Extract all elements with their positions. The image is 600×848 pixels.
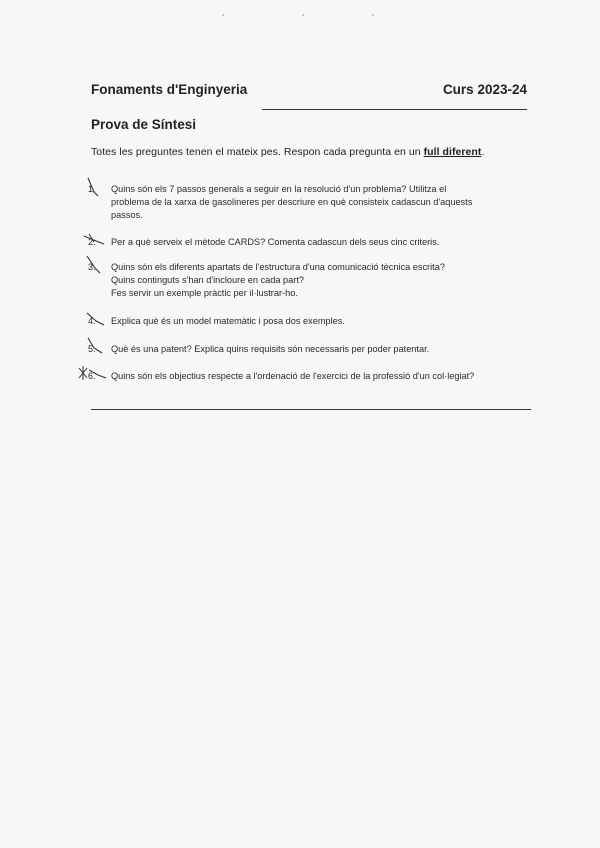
handwritten-checkmark-icon xyxy=(84,310,108,328)
question-line: Quins són els 7 passos generals a seguir en la resolució d'un problema? Utilitza el xyxy=(111,184,447,194)
scan-speck xyxy=(372,14,374,16)
handwritten-asterisk-mark-icon xyxy=(76,364,110,384)
header-divider xyxy=(262,109,527,110)
question-line: Què és una patent? Explica quins requisits són necessaris per poder patentar. xyxy=(111,344,430,354)
instructions xyxy=(91,146,484,158)
handwritten-checkmark-icon xyxy=(82,232,108,246)
scan-speck xyxy=(222,14,224,16)
instructions-emphasis: full diferent xyxy=(423,146,482,158)
question-number: 4. xyxy=(88,316,96,326)
course-name: Fonaments d'Enginyeria xyxy=(91,82,248,97)
question-line: Fes servir un exemple pràctic per il·lustrar-ho. xyxy=(111,288,298,298)
question-line: Per a què serveix el mètode CARDS? Comenta cadascun dels seus cinc criteris. xyxy=(111,237,440,247)
question-line: Explica què és un model matemàtic i posa dos exemples. xyxy=(111,316,345,326)
course-year: Curs 2023-24 xyxy=(442,82,527,97)
handwritten-checkmark-icon xyxy=(84,254,108,276)
question-text xyxy=(111,343,521,356)
question-number: 6. xyxy=(88,371,96,381)
question-text xyxy=(111,315,521,328)
question-text xyxy=(111,183,521,222)
question-line: passos. xyxy=(111,210,143,220)
question-text xyxy=(111,370,521,383)
scan-speck xyxy=(302,14,304,16)
question-number: 3. xyxy=(88,262,96,272)
bottom-divider xyxy=(91,409,531,410)
question-number: 5. xyxy=(88,344,96,354)
instructions-text: Totes les preguntes tenen el mateix pes. Respon cada pregunta en un xyxy=(91,146,424,158)
question-line: Quins són els objectius respecte a l'ordenació de l'exercici de la professió d'un col·legiat? xyxy=(111,371,475,381)
instructions-end: . xyxy=(481,146,485,158)
question-text xyxy=(111,261,521,300)
question-number: 1. xyxy=(88,184,96,194)
handwritten-checkmark-icon xyxy=(84,336,108,356)
question-line: problema de la xarxa de gasolineres per descriure en què consisteix cadascun d'aquests xyxy=(111,197,473,207)
question-number: 2. xyxy=(88,237,96,247)
handwritten-checkmark-icon xyxy=(84,176,108,198)
question-text xyxy=(111,236,521,249)
exam-title: Prova de Síntesi xyxy=(91,117,197,132)
question-line: Quins continguts s'han d'incloure en cada part? xyxy=(111,275,304,285)
header xyxy=(91,82,527,102)
question-line: Quins són els diferents apartats de l'estructura d'una comunicació tècnica escrita? xyxy=(111,262,445,272)
